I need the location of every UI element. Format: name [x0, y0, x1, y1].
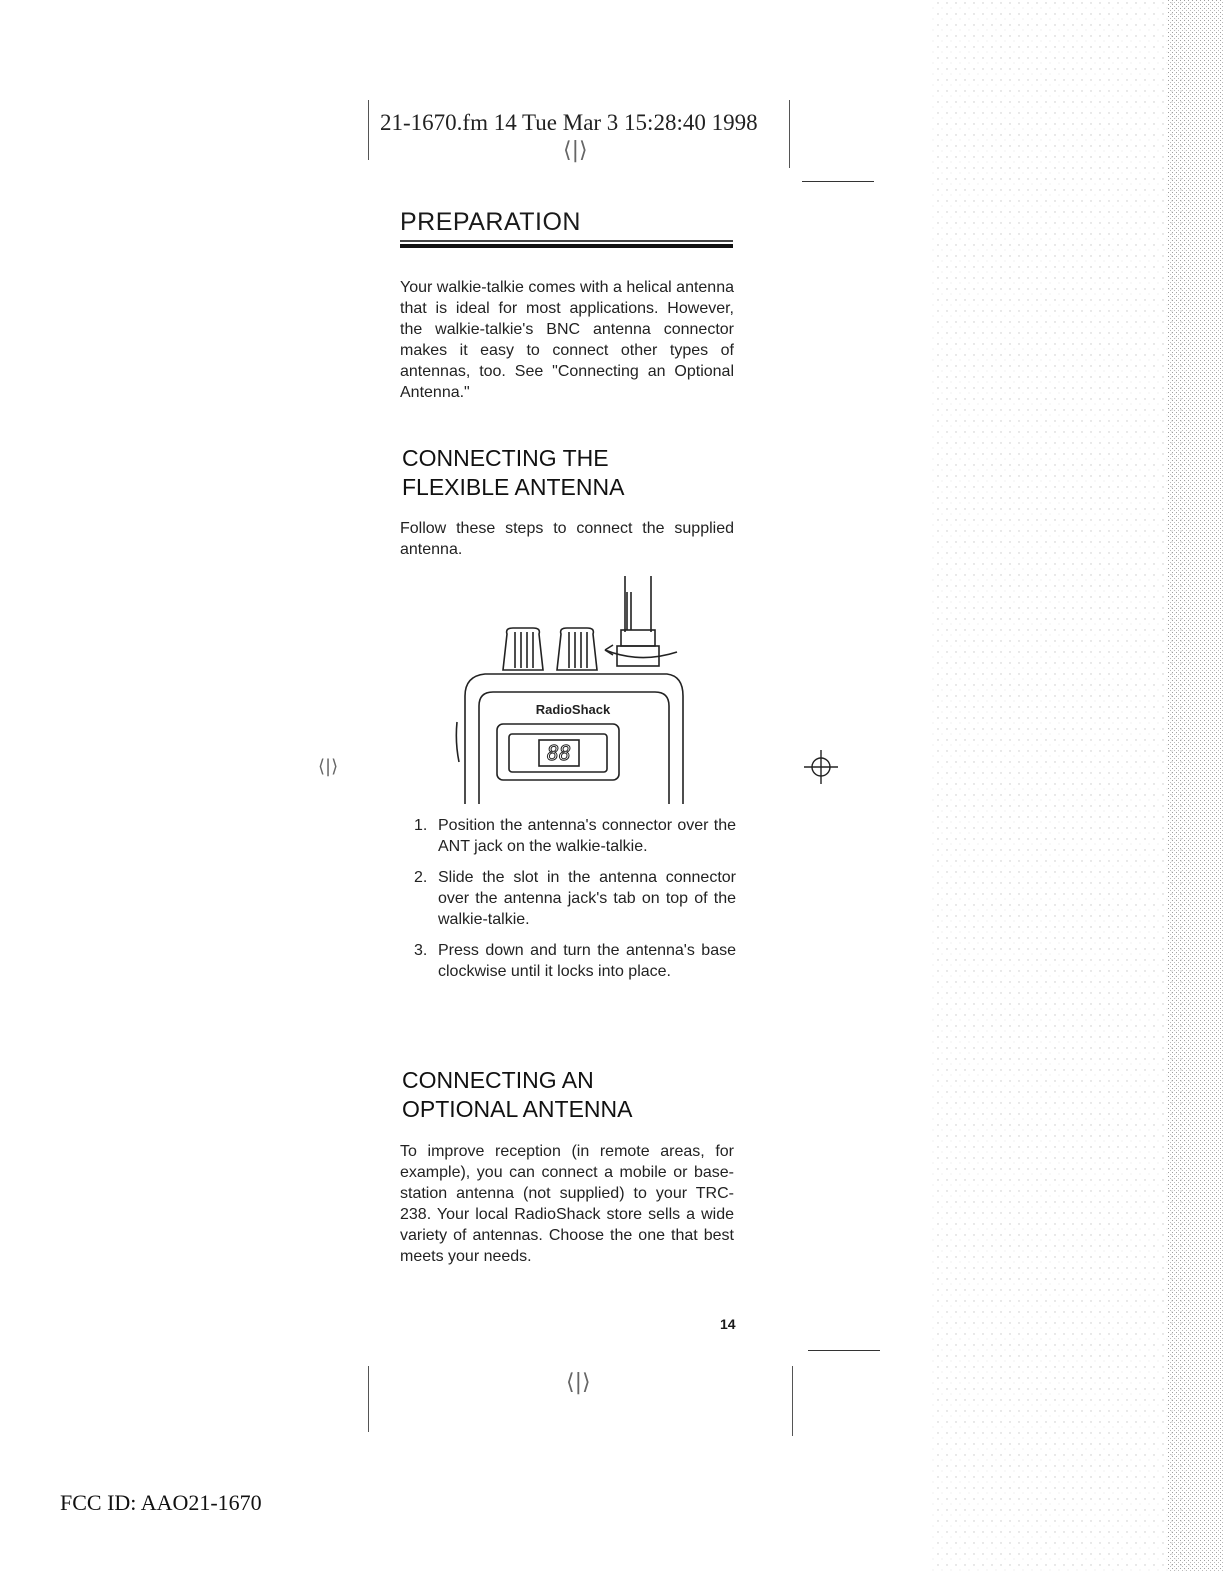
knob-right — [557, 628, 597, 670]
brand-label: RadioShack — [535, 702, 611, 717]
registration-mark-left: ⟨|⟩ — [318, 756, 339, 777]
step-2-text: Slide the slot in the antenna connector over the antenna jack's tab on top of the walkie-talkie. — [438, 869, 736, 928]
fcc-id: FCC ID: AAO21-1670 — [60, 1490, 262, 1515]
title-rule-thick — [400, 244, 733, 248]
crop-rule-bottom-right — [808, 1350, 880, 1351]
step-1-number: 1. — [414, 817, 428, 834]
flexible-intro: Follow these steps to connect the supplied antenna. — [400, 520, 734, 558]
step-2-number: 2. — [414, 869, 428, 886]
step-2 — [410, 867, 736, 930]
crop-mark-left-bottom — [368, 1366, 369, 1432]
crop-mark-right-top — [789, 100, 790, 168]
walkie-talkie-illustration — [455, 572, 695, 808]
scan-noise-decoration — [900, 0, 1224, 1572]
knob-left — [503, 628, 543, 670]
file-header: 21-1670.fm 14 Tue Mar 3 15:28:40 1998 — [380, 110, 758, 135]
step-3 — [410, 940, 736, 982]
rotation-arrow — [605, 650, 677, 658]
optional-heading-line1: CONNECTING AN — [402, 1067, 594, 1093]
flexible-heading-line2: FLEXIBLE ANTENNA — [402, 474, 625, 500]
crosshair-mark — [804, 750, 838, 784]
flexible-heading-line1: CONNECTING THE — [402, 445, 609, 471]
optional-paragraph: To improve reception (in remote areas, for example), you can connect a mobile or base-station antenna (not supplied) to your TRC-238. Your local RadioShack store sells a wide variety of antennas. Choose the one that best meets your needs. — [400, 1143, 734, 1265]
optional-antenna-heading — [402, 1066, 742, 1124]
crop-mark-right-bottom — [792, 1366, 793, 1436]
intro-paragraph: Your walkie-talkie comes with a helical antenna that is ideal for most applications. However, the walkie-talkie's BNC antenna connector makes it easy to connect other types of antennas, too. See "Connecting an Optional Antenna." — [400, 279, 734, 401]
section-title: PREPARATION — [400, 208, 581, 236]
registration-mark-bottom: ⟨|⟩ — [566, 1370, 591, 1395]
steps-list — [410, 815, 736, 992]
step-1 — [410, 815, 736, 857]
crop-mark-left-top — [368, 100, 369, 160]
flexible-antenna-heading — [402, 444, 742, 502]
step-3-number: 3. — [414, 942, 428, 959]
crop-rule-top-right — [802, 181, 874, 182]
registration-mark-top: ⟨|⟩ — [563, 138, 588, 163]
optional-heading-line2: OPTIONAL ANTENNA — [402, 1096, 633, 1122]
title-rule-thin — [400, 240, 733, 242]
step-1-text: Position the antenna's connector over the ANT jack on the walkie-talkie. — [438, 817, 736, 855]
antenna-shape — [617, 576, 659, 666]
page-number: 14 — [720, 1316, 736, 1332]
display-digits: 88 — [546, 741, 572, 765]
step-3-text: Press down and turn the antenna's base clockwise until it locks into place. — [438, 942, 736, 980]
